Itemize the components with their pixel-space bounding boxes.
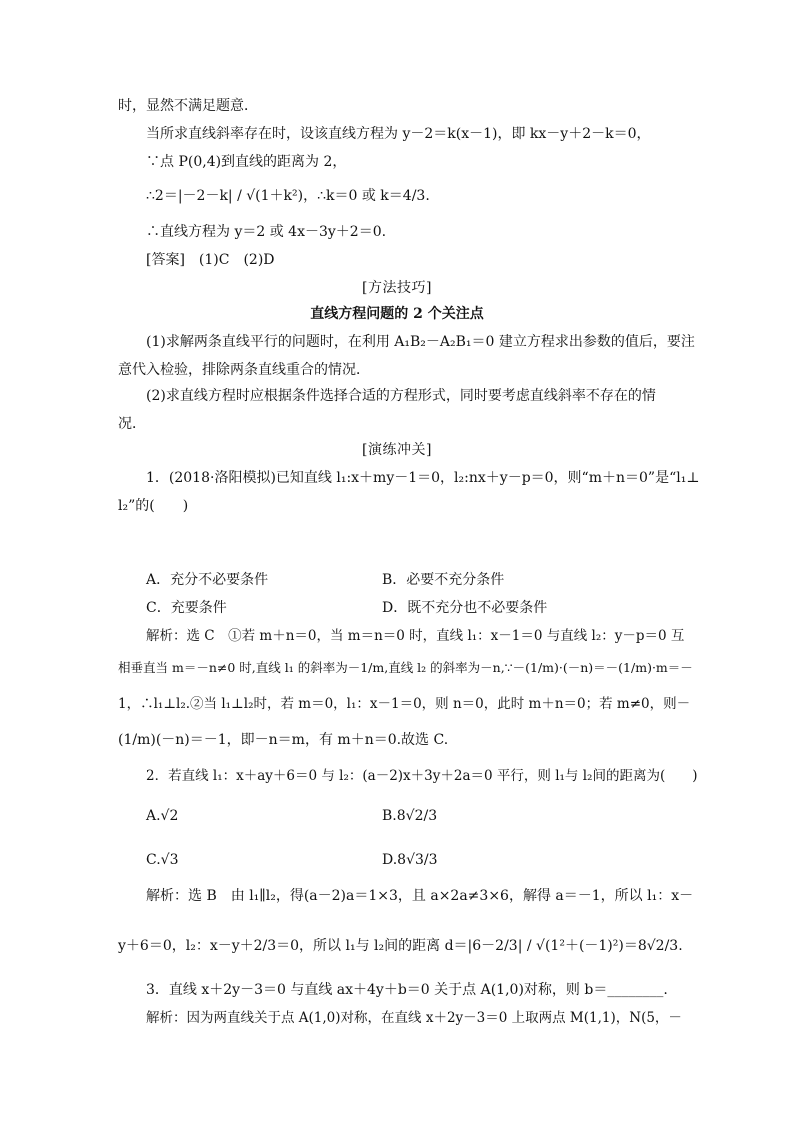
text-line: (2)求直线方程时应根据条件选择合适的方程形式，同时要考虑直线斜率不存在的情 [146, 388, 656, 404]
solution-line: 1，∴l₁⊥l₂.②当 l₁⊥l₂时，若 m＝0，l₁：x－1＝0，则 n＝0，此时 m＋n＝0；若 m≠0，则－ [118, 696, 691, 712]
solution-line: 相垂直当 m＝－n≠0 时,直线 l₁ 的斜率为－1/m,直线 l₂ 的斜率为－n,∵－(1/m)·(－n)＝－(1/m)·m＝－ [118, 660, 693, 675]
text-line: ∵点 P(0,4)到直线的距离为 2， [146, 154, 347, 170]
answer-line: [答案] (1)C (2)D [146, 252, 275, 268]
option-b: B.8√2/3 [382, 808, 438, 824]
text-line: (1)求解两条直线平行的问题时，在利用 A₁B₂－A₂B₁＝0 建立方程求出参数的值后，要注 [146, 334, 695, 350]
option-a: A.√2 [146, 808, 179, 824]
solution-line: y＋6＝0，l₂：x－y＋2/3＝0，所以 l₁与 l₂间的距离 d＝|6－2/3| / √(1²＋(－1)²)＝8√2/3. [118, 938, 683, 954]
question-1-cont: l₂”的( ) [118, 498, 189, 514]
solution-line: (1/m)(－n)＝－1，即－n＝m，有 m＋n＝0.故选 C. [118, 732, 449, 748]
formula-line: ∴2＝|－2－k| / √(1＋k²)，∴k＝0 或 k＝4/3. [146, 188, 430, 204]
text-line: 意代入检验，排除两条直线重合的情况． [118, 362, 370, 378]
option-d: D.8√3/3 [382, 852, 438, 868]
option-c: C．充要条件 [146, 600, 227, 616]
section-tag-method: [方法技巧] [362, 280, 432, 296]
option-d: D．既不充分也不必要条件 [382, 600, 548, 616]
solution-line: 解析：选 C ①若 m＋n＝0，当 m＝n＝0 时，直线 l₁：x－1＝0 与直线 l₂：y－p＝0 互 [146, 628, 685, 644]
solution-line: 解析：选 B 由 l₁∥l₂，得(a－2)a＝1×3，且 a×2a≠3×6，解得 a＝－1，所以 l₁：x－ [146, 888, 694, 904]
question-3: 3．直线 x＋2y－3＝0 与直线 ax＋4y＋b＝0 关于点 A(1,0)对称，则 b＝________. [146, 982, 668, 998]
section-tag-practice: [演练冲关] [362, 442, 432, 458]
section-heading: 直线方程问题的 2 个关注点 [310, 306, 484, 322]
option-a: A．充分不必要条件 [146, 572, 269, 588]
text-line: 当所求直线斜率存在时，设该直线方程为 y－2＝k(x－1)，即 kx－y＋2－k＝0， [146, 126, 651, 142]
option-b: B．必要不充分条件 [382, 572, 505, 588]
option-c: C.√3 [146, 852, 179, 868]
question-1: 1．(2018·洛阳模拟)已知直线 l₁:x＋my－1＝0，l₂:nx＋y－p＝0，则“m＋n＝0”是“l₁⊥ [146, 470, 700, 486]
text-line: 时，显然不满足题意． [118, 98, 258, 114]
text-line: 况． [118, 416, 146, 432]
question-2: 2．若直线 l₁：x＋ay＋6＝0 与 l₂：(a－2)x＋3y＋2a＝0 平行，则 l₁与 l₂间的距离为( ) [146, 768, 698, 784]
solution-line: 解析：因为两直线关于点 A(1,0)对称，在直线 x＋2y－3＝0 上取两点 M(1,1)，N(5，－ [146, 1010, 682, 1026]
text-line: ∴直线方程为 y＝2 或 4x－3y＋2＝0. [146, 224, 387, 240]
